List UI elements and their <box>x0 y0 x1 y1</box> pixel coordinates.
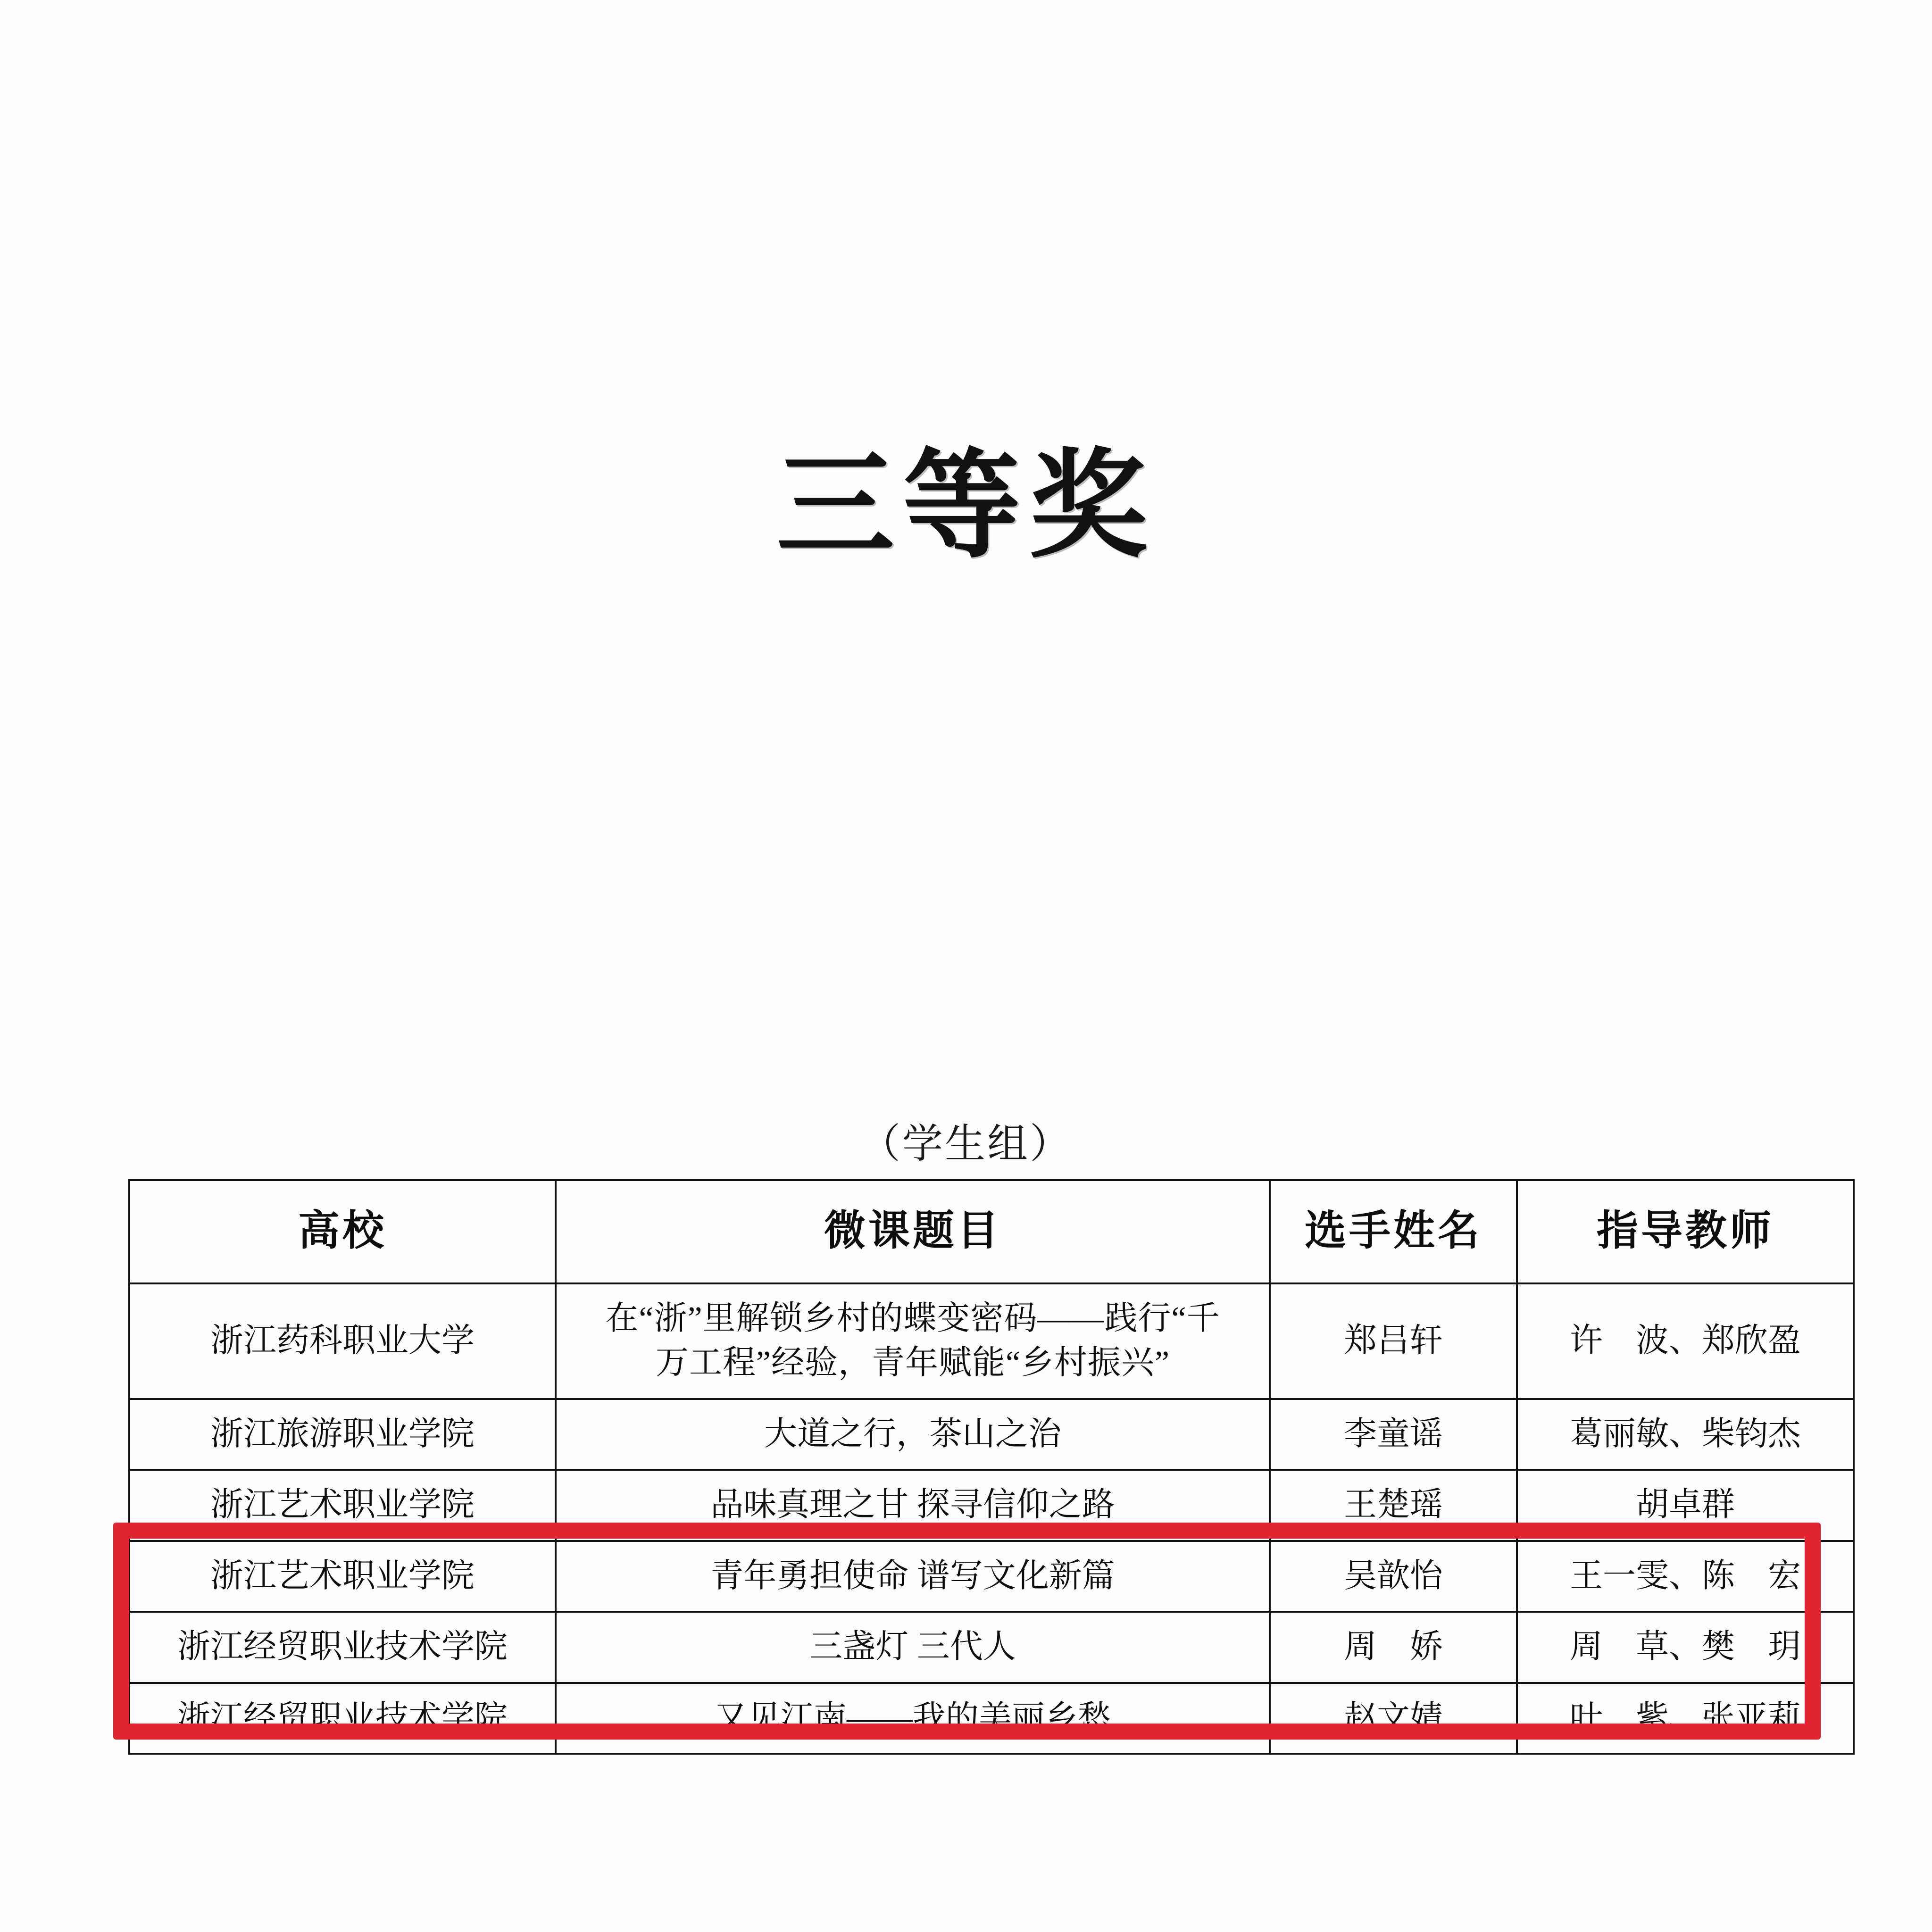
table-body <box>129 1283 1854 1754</box>
column-header-teacher: 指导教师 <box>1517 1180 1854 1283</box>
table-row <box>129 1470 1854 1541</box>
cell-school: 浙江艺术职业学院 <box>129 1470 556 1541</box>
cell-name: 李童谣 <box>1270 1399 1517 1470</box>
cell-topic: 三盏灯 三代人 <box>556 1612 1270 1683</box>
cell-name: 周 娇 <box>1270 1612 1517 1683</box>
column-header-topic: 微课题目 <box>556 1180 1270 1283</box>
column-header-school: 高校 <box>129 1180 556 1283</box>
cell-topic <box>556 1283 1270 1399</box>
award-table <box>128 1179 1855 1755</box>
group-label: （学生组） <box>860 1121 1072 1166</box>
cell-teacher: 胡卓群 <box>1517 1470 1854 1541</box>
cell-topic: 大道之行，茶山之治 <box>556 1399 1270 1470</box>
column-header-name: 选手姓名 <box>1270 1180 1517 1283</box>
cell-topic-line1: 在“浙”里解锁乡村的蝶变密码——践行“千 <box>605 1300 1220 1337</box>
cell-school: 浙江经贸职业技术学院 <box>129 1683 556 1754</box>
cell-school: 浙江药科职业大学 <box>129 1283 556 1399</box>
cell-teacher: 王一雯、陈 宏 <box>1517 1541 1854 1612</box>
cell-topic-line2: 万工程”经验，青年赋能“乡村振兴” <box>655 1345 1170 1382</box>
cell-topic: 品味真理之甘 探寻信仰之路 <box>556 1470 1270 1541</box>
table-row <box>129 1612 1854 1683</box>
award-table-wrapper <box>128 1179 1807 1755</box>
table-header-row <box>129 1180 1854 1283</box>
cell-teacher: 葛丽敏、柴钧杰 <box>1517 1399 1854 1470</box>
cell-name: 赵文婧 <box>1270 1683 1517 1754</box>
cell-name: 郑吕轩 <box>1270 1283 1517 1399</box>
table-row <box>129 1399 1854 1470</box>
cell-teacher: 叶 紫、张亚莉 <box>1517 1683 1854 1754</box>
cell-topic: 青年勇担使命 谱写文化新篇 <box>556 1541 1270 1612</box>
cell-teacher: 周 草、樊 玥 <box>1517 1612 1854 1683</box>
cell-topic: 又见江南——我的美丽乡愁 <box>556 1683 1270 1754</box>
cell-school: 浙江旅游职业学院 <box>129 1399 556 1470</box>
table-row <box>129 1683 1854 1754</box>
table-header <box>129 1180 1854 1283</box>
cell-name: 吴歆怡 <box>1270 1541 1517 1612</box>
cell-school: 浙江经贸职业技术学院 <box>129 1612 556 1683</box>
cell-teacher: 许 波、郑欣盈 <box>1517 1283 1854 1399</box>
cell-name: 王楚瑶 <box>1270 1470 1517 1541</box>
cell-school: 浙江艺术职业学院 <box>129 1541 556 1612</box>
table-row <box>129 1283 1854 1399</box>
page-title: 三等奖 <box>776 441 1156 572</box>
table-row <box>129 1541 1854 1612</box>
